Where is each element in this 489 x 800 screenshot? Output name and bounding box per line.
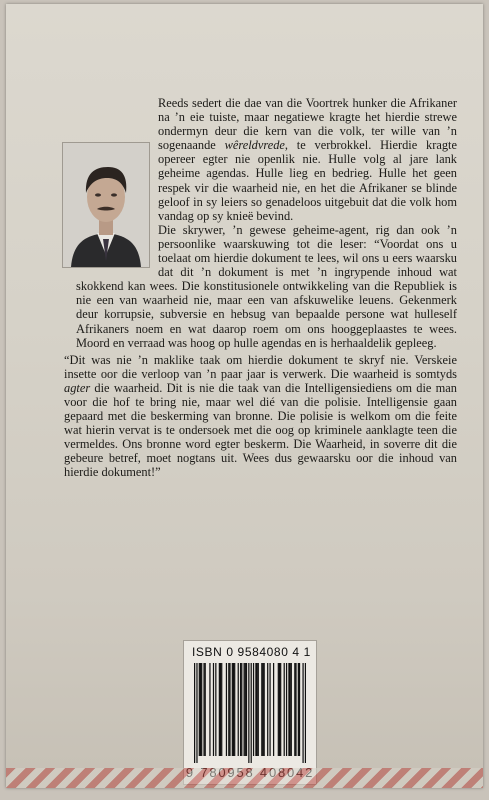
barcode-bar <box>241 663 242 756</box>
barcode-bar <box>229 663 230 756</box>
blurb-paragraph-2: Die skrywer, ’n gewese geheime-agent, rig dan ook ’n persoonlike waarskuwing tot die leser: “Voordat ons u toelaat om hierdie dokument te lees, wil ons u eers waarsku dat dit ’n dokument is met ’n ingrypende inhoud wat skokkend kan wees. Die konstitusionele ontwikkeling van die Republiek is nie een van waarheid nie, maar een van afskuwelike leuens. Gekenmerk deur korrupsie, subversie en hebsug van bepaalde persone wat hulleself Afrikaners noem en wat daarop roem om ons hooggeplaastes te wees. Moord en verraad was hoog op hulle agendas en is herhaaldelik gepleeg. <box>76 222 457 350</box>
barcode-bar <box>286 663 287 756</box>
barcode-bar <box>264 663 265 756</box>
barcode-bar <box>221 663 222 756</box>
barcode-bar <box>294 663 295 756</box>
barcode-bar <box>199 663 200 756</box>
barcode-bar <box>278 663 279 756</box>
bottom-stripe-decoration <box>6 768 483 788</box>
author-portrait-image <box>63 143 149 267</box>
barcode-label <box>183 640 317 785</box>
author-photo <box>62 142 150 268</box>
barcode-bar <box>248 663 249 763</box>
barcode-bar <box>209 663 210 756</box>
blurb-paragraph-1: Reeds sedert die dae van die Voortrek hunker die Afrikaner na ’n eie tuiste, maar negatiewe kragte het hierdie strewe ondermyn deur die kern van die volk, ter wille van ’n sogenaande wêreldvrede, te verbrokkel. Hierdie kragte opereer egter nie openlik nie. Hulle volg al jare lank geheime agendas. Hulle lieg en bedrieg. Hulle het geen respek vir die waarheid nie, en het die Afrikaner se blinde geloof in sy leiers so genadeloos uitgebuit dat die volk hom vandag op sy knieë bevind. <box>64 96 457 223</box>
blurb-text <box>64 96 457 480</box>
barcode-bar <box>232 663 233 756</box>
barcode-bar <box>273 663 274 756</box>
barcode-bar <box>233 663 234 756</box>
isbn-number: ISBN 0 9584080 4 1 <box>192 645 311 659</box>
barcode-bar <box>244 663 245 756</box>
barcode-bar <box>262 663 263 756</box>
barcode-bar <box>194 663 195 763</box>
barcode-bar <box>279 663 280 756</box>
barcode-bar <box>261 663 262 756</box>
barcode-bar <box>215 663 216 756</box>
barcode-bar <box>291 663 292 756</box>
barcode-bar <box>213 663 214 756</box>
barcode-bar <box>299 663 300 756</box>
barcode-bar <box>305 663 306 763</box>
barcode-bar <box>255 663 256 756</box>
barcode-bar <box>295 663 296 756</box>
barcode-bar <box>220 663 221 756</box>
barcode-bar <box>253 663 254 756</box>
blurb-paragraph-3: “Dit was nie ’n maklike taak om hierdie dokument te skryf nie. Verskeie insette oor die verloop van ’n paar jaar is verwerk. Die waarheid is somtyds agter die waarheid. Dit is nie die taak van die Intelligensiediens om die man voor die hof te bring nie, maar wel dié van die polisie. Intelligensie gaan gepaard met die beskerming van bronne. Die polisie is welkom om die feite wat hierin vervat is te ondersoek met die oog op kriminele aanklagte teen die vermeldes. Ons bronne word egter beskerm. Die Waarheid, in soverre dit die gebeure betref, moet nogtans uit. Wees dus gewaarsku oor die inhoud van hierdie dokument!” <box>64 352 457 480</box>
barcode-bar <box>245 663 246 756</box>
barcode-bar <box>226 663 227 756</box>
barcode-bar <box>238 663 239 756</box>
barcode-bar <box>205 663 206 756</box>
barcode-bar <box>288 663 289 756</box>
barcode-bar <box>251 663 252 763</box>
barcode-bar <box>302 663 303 763</box>
barcode-bar <box>200 663 201 756</box>
barcode-bar <box>246 663 247 756</box>
barcode-bar <box>203 663 204 756</box>
barcode-bar <box>256 663 257 756</box>
barcode-bar <box>234 663 235 756</box>
barcode-bar <box>240 663 241 756</box>
barcode-bar <box>280 663 281 756</box>
barcode-bar <box>289 663 290 756</box>
barcode-bars <box>194 663 306 763</box>
barcode-bar <box>267 663 268 756</box>
barcode-bar <box>228 663 229 756</box>
barcode-bar <box>269 663 270 756</box>
barcode-bar <box>298 663 299 756</box>
barcode-bar <box>284 663 285 756</box>
book-back-cover <box>6 4 483 788</box>
barcode-bar <box>201 663 202 756</box>
barcode-bar <box>196 663 197 763</box>
barcode-bar <box>219 663 220 756</box>
barcode-bar <box>258 663 259 756</box>
